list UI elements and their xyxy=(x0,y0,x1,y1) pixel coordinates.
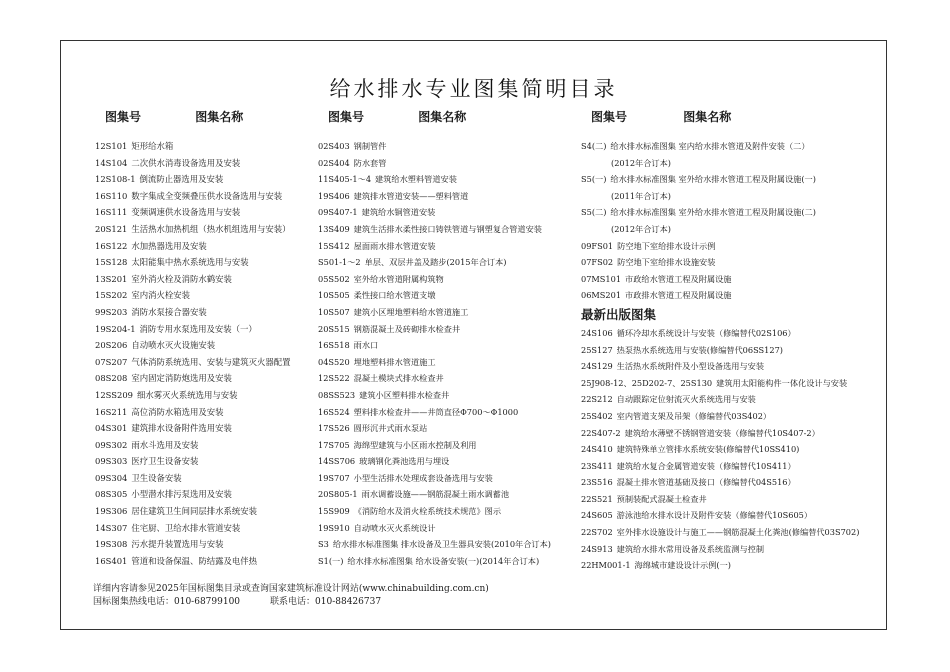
entry-code: 12S101 xyxy=(95,141,128,151)
entry-name: (2012年合订本) xyxy=(611,223,671,234)
entry-code: 24S913 xyxy=(581,543,613,554)
entry-code: 23S411 xyxy=(581,460,613,471)
catalog-entry xyxy=(95,287,320,304)
catalog-entry xyxy=(95,321,320,338)
catalog-entry xyxy=(318,486,583,503)
entry-name: 变频调速供水设备选用与安装 xyxy=(131,207,241,218)
entry-name: 太阳能集中热水系统选用与安装 xyxy=(131,257,249,268)
entry-code: 19S406 xyxy=(318,190,350,201)
entry-code: 19S308 xyxy=(95,539,128,550)
entry-name: 市政排水管道工程及附属设施 xyxy=(625,290,732,301)
footer-contact: 联系电话：010-88426737 xyxy=(270,597,382,607)
catalog-entry xyxy=(318,404,583,421)
catalog-entry xyxy=(95,486,320,503)
entry-code: 22S702 xyxy=(581,527,613,538)
entry-code: 20S515 xyxy=(318,323,350,334)
entry-code: 15S412 xyxy=(318,240,350,251)
catalog-entry xyxy=(95,420,320,437)
catalog-entry xyxy=(581,425,871,442)
entry-name: 给水排水标准图集 室外给水排水管道工程及附属设施(二) xyxy=(610,207,816,218)
catalog-entry xyxy=(318,503,583,520)
column-header xyxy=(581,108,871,128)
catalog-entry xyxy=(95,204,320,221)
catalog-entry xyxy=(95,337,320,354)
entry-code: S1(一) xyxy=(318,555,344,566)
catalog-entry xyxy=(318,188,583,205)
catalog-entry xyxy=(581,507,871,524)
entry-name: 给水排水标准图集 给水设备安装(一)(2014年合订本) xyxy=(347,555,540,566)
entry-name: 市政给水管道工程及附属设施 xyxy=(625,273,732,284)
catalog-entry xyxy=(95,138,320,155)
entry-name: 建筑给水铜管道安装 xyxy=(361,207,436,218)
entry-name: 圆形沉井式雨水泵站 xyxy=(353,423,428,434)
entry-code: 24S605 xyxy=(581,510,613,521)
entry-name: 建筑给水复合金属管道安装（修编替代10S411） xyxy=(616,460,796,471)
catalog-entry xyxy=(95,520,320,537)
catalog-entry xyxy=(581,342,871,359)
catalog-entry xyxy=(581,221,871,238)
entry-name: 污水提升装置选用与安装 xyxy=(131,539,224,550)
entry-name: 混凝土排水管道基础及接口（修编替代04S516） xyxy=(616,477,796,488)
entry-name: 气体消防系统选用、安装与建筑灭火器配置 xyxy=(131,356,291,367)
entry-name: 建筑排水管道安装——塑料管道 xyxy=(353,190,469,201)
entry-code: 07MS101 xyxy=(581,273,622,284)
entry-code: 99S203 xyxy=(95,306,128,317)
catalog-entry xyxy=(581,171,871,188)
entry-name: 住宅厨、卫给水排水管道安装 xyxy=(131,522,241,533)
entry-name: 室内管道支架及吊架（修编替代03S402） xyxy=(616,410,772,421)
catalog-entry xyxy=(581,138,871,155)
catalog-entry xyxy=(95,254,320,271)
catalog-entry xyxy=(581,441,871,458)
entry-code: 10S505 xyxy=(318,290,350,301)
catalog-entry xyxy=(581,524,871,541)
entry-code: 16S122 xyxy=(95,240,128,251)
entry-name: 埋地塑料排水管道施工 xyxy=(353,356,436,367)
entry-name: 屋面雨水排水管道安装 xyxy=(353,240,436,251)
column-header xyxy=(95,108,320,128)
entry-name: 海绵型建筑与小区雨水控制及利用 xyxy=(353,439,477,450)
entry-code: 04S301 xyxy=(95,423,128,434)
entry-name: 建筑小区埋地塑料给水管道施工 xyxy=(353,306,469,317)
entry-name: 雨水斗选用及安装 xyxy=(131,439,199,450)
entry-code: 19S910 xyxy=(318,522,350,533)
entry-code: 19S707 xyxy=(318,472,350,483)
entry-name: 医疗卫生设备安装 xyxy=(131,456,199,467)
catalog-entry xyxy=(95,387,320,404)
entry-code: 19S204-1 xyxy=(95,323,136,334)
catalog-entry xyxy=(581,155,871,172)
entry-name: 防水套管 xyxy=(353,157,387,168)
entry-code: 20S805-1 xyxy=(318,489,358,500)
entry-name: 热泵热水系统选用与安装(修编替代06SS127) xyxy=(616,344,783,355)
entry-name: 生活热水加热机组（热水机组选用与安装） xyxy=(131,223,291,234)
entry-code: 12S108-1 xyxy=(95,174,136,185)
catalog-entry xyxy=(318,420,583,437)
entry-code: 04S520 xyxy=(318,356,350,367)
entry-code: 09S304 xyxy=(95,472,128,483)
entry-code: 11S405-1～4 xyxy=(318,174,372,185)
catalog-entry xyxy=(318,470,583,487)
catalog-entry xyxy=(318,354,583,371)
entry-name: 建筑特殊单立管排水系统安装(修编替代10SS410) xyxy=(616,444,800,455)
entry-code: 16S518 xyxy=(318,340,350,351)
catalog-entry xyxy=(581,541,871,558)
entry-name: 雨水口 xyxy=(353,340,379,351)
footer xyxy=(93,583,489,609)
header-code: 图集号 xyxy=(105,110,142,124)
catalog-entry xyxy=(318,287,583,304)
entry-code: 08SS523 xyxy=(318,389,356,400)
entry-code: 16S211 xyxy=(95,406,128,417)
entry-name: 细水雾灭火系统选用与安装 xyxy=(136,389,238,400)
entry-name: 玻璃钢化粪池选用与埋设 xyxy=(359,456,450,467)
entry-code: S4(二) xyxy=(581,141,607,151)
catalog-entry xyxy=(581,287,871,304)
catalog-entry xyxy=(95,404,320,421)
entry-code: S501-1～2 xyxy=(318,257,361,268)
entry-code: 25S402 xyxy=(581,410,613,421)
catalog-entry xyxy=(318,155,583,172)
catalog-entry xyxy=(318,204,583,221)
entry-name: 防空地下室给排水设计示例 xyxy=(617,240,716,251)
entry-name: 自动喷水灭火系统设计 xyxy=(353,522,436,533)
entry-code: 16S401 xyxy=(95,555,128,566)
catalog-entry xyxy=(95,503,320,520)
entry-code: 15S909 xyxy=(318,506,350,517)
entry-code: 15S128 xyxy=(95,257,128,268)
catalog-entry xyxy=(318,536,583,553)
entry-name: 给水排水标准图集 室内给水排水管道及附件安装（二） xyxy=(610,141,810,151)
header-code: 图集号 xyxy=(328,110,365,124)
entry-name: (2012年合订本) xyxy=(611,157,671,168)
header-code: 图集号 xyxy=(591,110,628,124)
entry-code: 22HM001-1 xyxy=(581,560,631,571)
catalog-column-1 xyxy=(95,108,320,569)
entry-code: 07FS02 xyxy=(581,257,614,268)
catalog-entry xyxy=(318,321,583,338)
entry-name: 居住建筑卫生间同层排水系统安装 xyxy=(131,506,258,517)
entry-code: 22S407-2 xyxy=(581,427,621,438)
entry-code: 07S207 xyxy=(95,356,128,367)
footer-phones xyxy=(93,596,489,609)
entry-name: 消防专用水泵选用及安装（一） xyxy=(139,323,257,334)
entry-code: 16S111 xyxy=(95,207,128,218)
catalog-entry xyxy=(95,536,320,553)
entry-name: 《消防给水及消火栓系统技术规范》图示 xyxy=(353,506,502,517)
entry-code: 09S407-1 xyxy=(318,207,358,218)
entry-code: 08S208 xyxy=(95,373,128,384)
catalog-entry xyxy=(318,337,583,354)
entry-code: S5(二) xyxy=(581,207,607,218)
entry-name: 钢制管件 xyxy=(353,141,387,151)
entry-name: 游泳池给水排水设计及附件安装（修编替代10S605） xyxy=(616,510,813,521)
new-publications-heading: 最新出版图集 xyxy=(581,306,657,322)
entry-name: 管道和设备保温、防结露及电伴热 xyxy=(131,555,258,566)
catalog-entry xyxy=(581,358,871,375)
entry-code: 13S409 xyxy=(318,223,350,234)
catalog-entry xyxy=(581,458,871,475)
catalog-entry xyxy=(95,470,320,487)
catalog-entry xyxy=(318,171,583,188)
entry-list xyxy=(318,138,583,569)
entry-name: 建筑给水塑料管道安装 xyxy=(375,174,457,185)
entry-name: 自动喷水灭火设施安装 xyxy=(131,340,216,351)
footer-hotline: 国标图集热线电话：010-68799100 xyxy=(93,597,241,607)
entry-code: 14SS706 xyxy=(318,456,356,467)
entry-code: 15S202 xyxy=(95,290,128,301)
entry-name: 卫生设备安装 xyxy=(131,472,182,483)
entry-name: 室外给水管道附属构筑物 xyxy=(353,273,444,284)
entry-code: 09S302 xyxy=(95,439,128,450)
entry-name: 塑料排水检查井——井筒直径Φ700～Φ1000 xyxy=(353,406,519,417)
catalog-entry xyxy=(318,453,583,470)
catalog-entry xyxy=(95,304,320,321)
catalog-entry xyxy=(318,221,583,238)
entry-code: 16S524 xyxy=(318,406,350,417)
entry-name: 雨水调蓄设施——钢筋混凝土雨水调蓄池 xyxy=(361,489,510,500)
catalog-entry xyxy=(318,238,583,255)
catalog-entry xyxy=(581,391,871,408)
entry-code: 14S104 xyxy=(95,157,128,168)
entry-name: 循环冷却水系统设计与安装（修编替代02S106） xyxy=(616,327,796,338)
entry-name: 小型潜水排污泵选用及安装 xyxy=(131,489,232,500)
entry-name: 建筑小区塑料排水检查井 xyxy=(359,389,450,400)
catalog-entry xyxy=(95,370,320,387)
header-name: 图集名称 xyxy=(418,110,467,124)
catalog-entry xyxy=(318,138,583,155)
entry-name: 预制装配式混凝土检查井 xyxy=(616,493,707,504)
entry-code: 17S705 xyxy=(318,439,350,450)
entry-list xyxy=(581,138,871,304)
catalog-entry xyxy=(95,155,320,172)
catalog-entry xyxy=(95,188,320,205)
entry-name: 数字集成全变频叠压供水设备选用与安装 xyxy=(131,190,283,201)
catalog-entry xyxy=(581,238,871,255)
catalog-entry xyxy=(581,408,871,425)
entry-name: 钢筋混凝土及砖砌排水检查井 xyxy=(353,323,461,334)
entry-name: 建筑生活排水柔性接口铸铁管道与钢塑复合管道安装 xyxy=(353,223,542,234)
entry-code: 17S526 xyxy=(318,423,350,434)
entry-code: 25S127 xyxy=(581,344,613,355)
catalog-column-2 xyxy=(318,108,583,569)
entry-code: 22S521 xyxy=(581,493,613,504)
entry-name: 柔性接口给水管道支墩 xyxy=(353,290,436,301)
entry-name: 小型生活排水处理成套设备选用与安装 xyxy=(353,472,493,483)
entry-code: 10S507 xyxy=(318,306,350,317)
header-name: 图集名称 xyxy=(195,110,244,124)
entry-name: 建筑给水薄壁不锈钢管道安装（修编替代10S407-2） xyxy=(624,427,820,438)
entry-name: (2011年合订本) xyxy=(611,190,671,201)
entry-name: 建筑给水排水常用设备及系统监测与控制 xyxy=(616,543,765,554)
entry-code: 19S306 xyxy=(95,506,128,517)
catalog-entry xyxy=(95,271,320,288)
entry-name: 海绵城市建设设计示例(一) xyxy=(634,560,731,571)
catalog-entry xyxy=(95,171,320,188)
catalog-entry xyxy=(318,254,583,271)
entry-name: 二次供水消毒设备选用及安装 xyxy=(131,157,241,168)
entry-name: 自动跟踪定位射流灭火系统选用与安装 xyxy=(616,394,756,405)
page-title: 给水排水专业图集简明目录 xyxy=(329,77,618,101)
entry-name: 建筑用太阳能构件一体化设计与安装 xyxy=(716,377,848,388)
catalog-entry xyxy=(95,453,320,470)
catalog-entry xyxy=(95,437,320,454)
entry-name: 矩形给水箱 xyxy=(131,141,174,151)
catalog-column-3 xyxy=(581,108,871,574)
catalog-entry xyxy=(318,370,583,387)
catalog-entry xyxy=(581,325,871,342)
catalog-frame xyxy=(60,40,887,630)
column-header xyxy=(318,108,583,128)
entry-code: 02S403 xyxy=(318,141,350,151)
new-entry-list xyxy=(581,325,871,574)
catalog-entry xyxy=(95,238,320,255)
catalog-entry xyxy=(581,375,871,392)
catalog-entry xyxy=(95,354,320,371)
catalog-entry xyxy=(581,271,871,288)
entry-list xyxy=(95,138,320,569)
entry-name: 消防水泵接合器安装 xyxy=(131,306,207,317)
entry-code: 16S110 xyxy=(95,190,128,201)
entry-name: 生活热水系统附件及小型设备选用与安装 xyxy=(616,361,765,372)
catalog-entry xyxy=(581,254,871,271)
entry-name: 单层、双层井盖及踏步(2015年合订本) xyxy=(364,257,507,268)
catalog-entry xyxy=(318,437,583,454)
entry-name: 给水排水标准图集 排水设备及卫生器具安装(2010年合订本) xyxy=(332,539,551,550)
entry-name: 室内固定消防炮选用及安装 xyxy=(131,373,232,384)
entry-code: 24S410 xyxy=(581,444,613,455)
entry-code: 02S404 xyxy=(318,157,350,168)
catalog-entry xyxy=(581,557,871,574)
catalog-entry xyxy=(581,204,871,221)
catalog-entry xyxy=(318,304,583,321)
catalog-entry xyxy=(318,553,583,570)
entry-code: 09FS01 xyxy=(581,240,614,251)
entry-code: 14S307 xyxy=(95,522,128,533)
entry-name: 建筑排水设备附件选用安装 xyxy=(131,423,232,434)
catalog-entry xyxy=(581,474,871,491)
entry-code: 23S516 xyxy=(581,477,613,488)
entry-code: S5(一) xyxy=(581,174,607,185)
entry-code: 09S303 xyxy=(95,456,128,467)
entry-code: 24S129 xyxy=(581,361,613,372)
entry-name: 混凝土模块式排水检查井 xyxy=(353,373,444,384)
entry-code: 06MS201 xyxy=(581,290,622,301)
entry-code: 20S206 xyxy=(95,340,128,351)
footer-website-note: 详细内容请参见2025年国标图集目录或查询国家建筑标准设计网站(www.chinabuilding.com.cn) xyxy=(93,584,489,594)
catalog-entry xyxy=(95,221,320,238)
catalog-entry xyxy=(95,553,320,570)
catalog-entry xyxy=(318,520,583,537)
entry-code: 08S305 xyxy=(95,489,128,500)
entry-code: S3 xyxy=(318,539,329,550)
catalog-entry xyxy=(581,491,871,508)
catalog-entry xyxy=(318,271,583,288)
entry-code: 22S212 xyxy=(581,394,613,405)
entry-name: 室外排水设施设计与施工——钢筋混凝土化粪池(修编替代03S702) xyxy=(616,527,860,538)
entry-name: 给水排水标准图集 室外给水排水管道工程及附属设施(一) xyxy=(610,174,816,185)
header-name: 图集名称 xyxy=(683,110,732,124)
entry-code: 13S201 xyxy=(95,273,128,284)
entry-name: 高位消防水箱选用及安装 xyxy=(131,406,224,417)
catalog-entry xyxy=(581,188,871,205)
entry-code: 05S502 xyxy=(318,273,350,284)
entry-name: 防空地下室给排水设施安装 xyxy=(617,257,716,268)
entry-code: 24S106 xyxy=(581,327,613,338)
entry-name: 水加热器选用及安装 xyxy=(131,240,207,251)
entry-name: 室外消火栓及消防水鹤安装 xyxy=(131,273,232,284)
catalog-entry xyxy=(318,387,583,404)
entry-name: 倒流防止器选用及安装 xyxy=(139,174,224,185)
entry-code: 12SS209 xyxy=(95,389,133,400)
entry-code: 12S522 xyxy=(318,373,350,384)
entry-name: 室内消火栓安装 xyxy=(131,290,191,301)
entry-code: 25J908-12、25D202-7、25S130 xyxy=(581,377,713,388)
entry-code: 20S121 xyxy=(95,223,128,234)
